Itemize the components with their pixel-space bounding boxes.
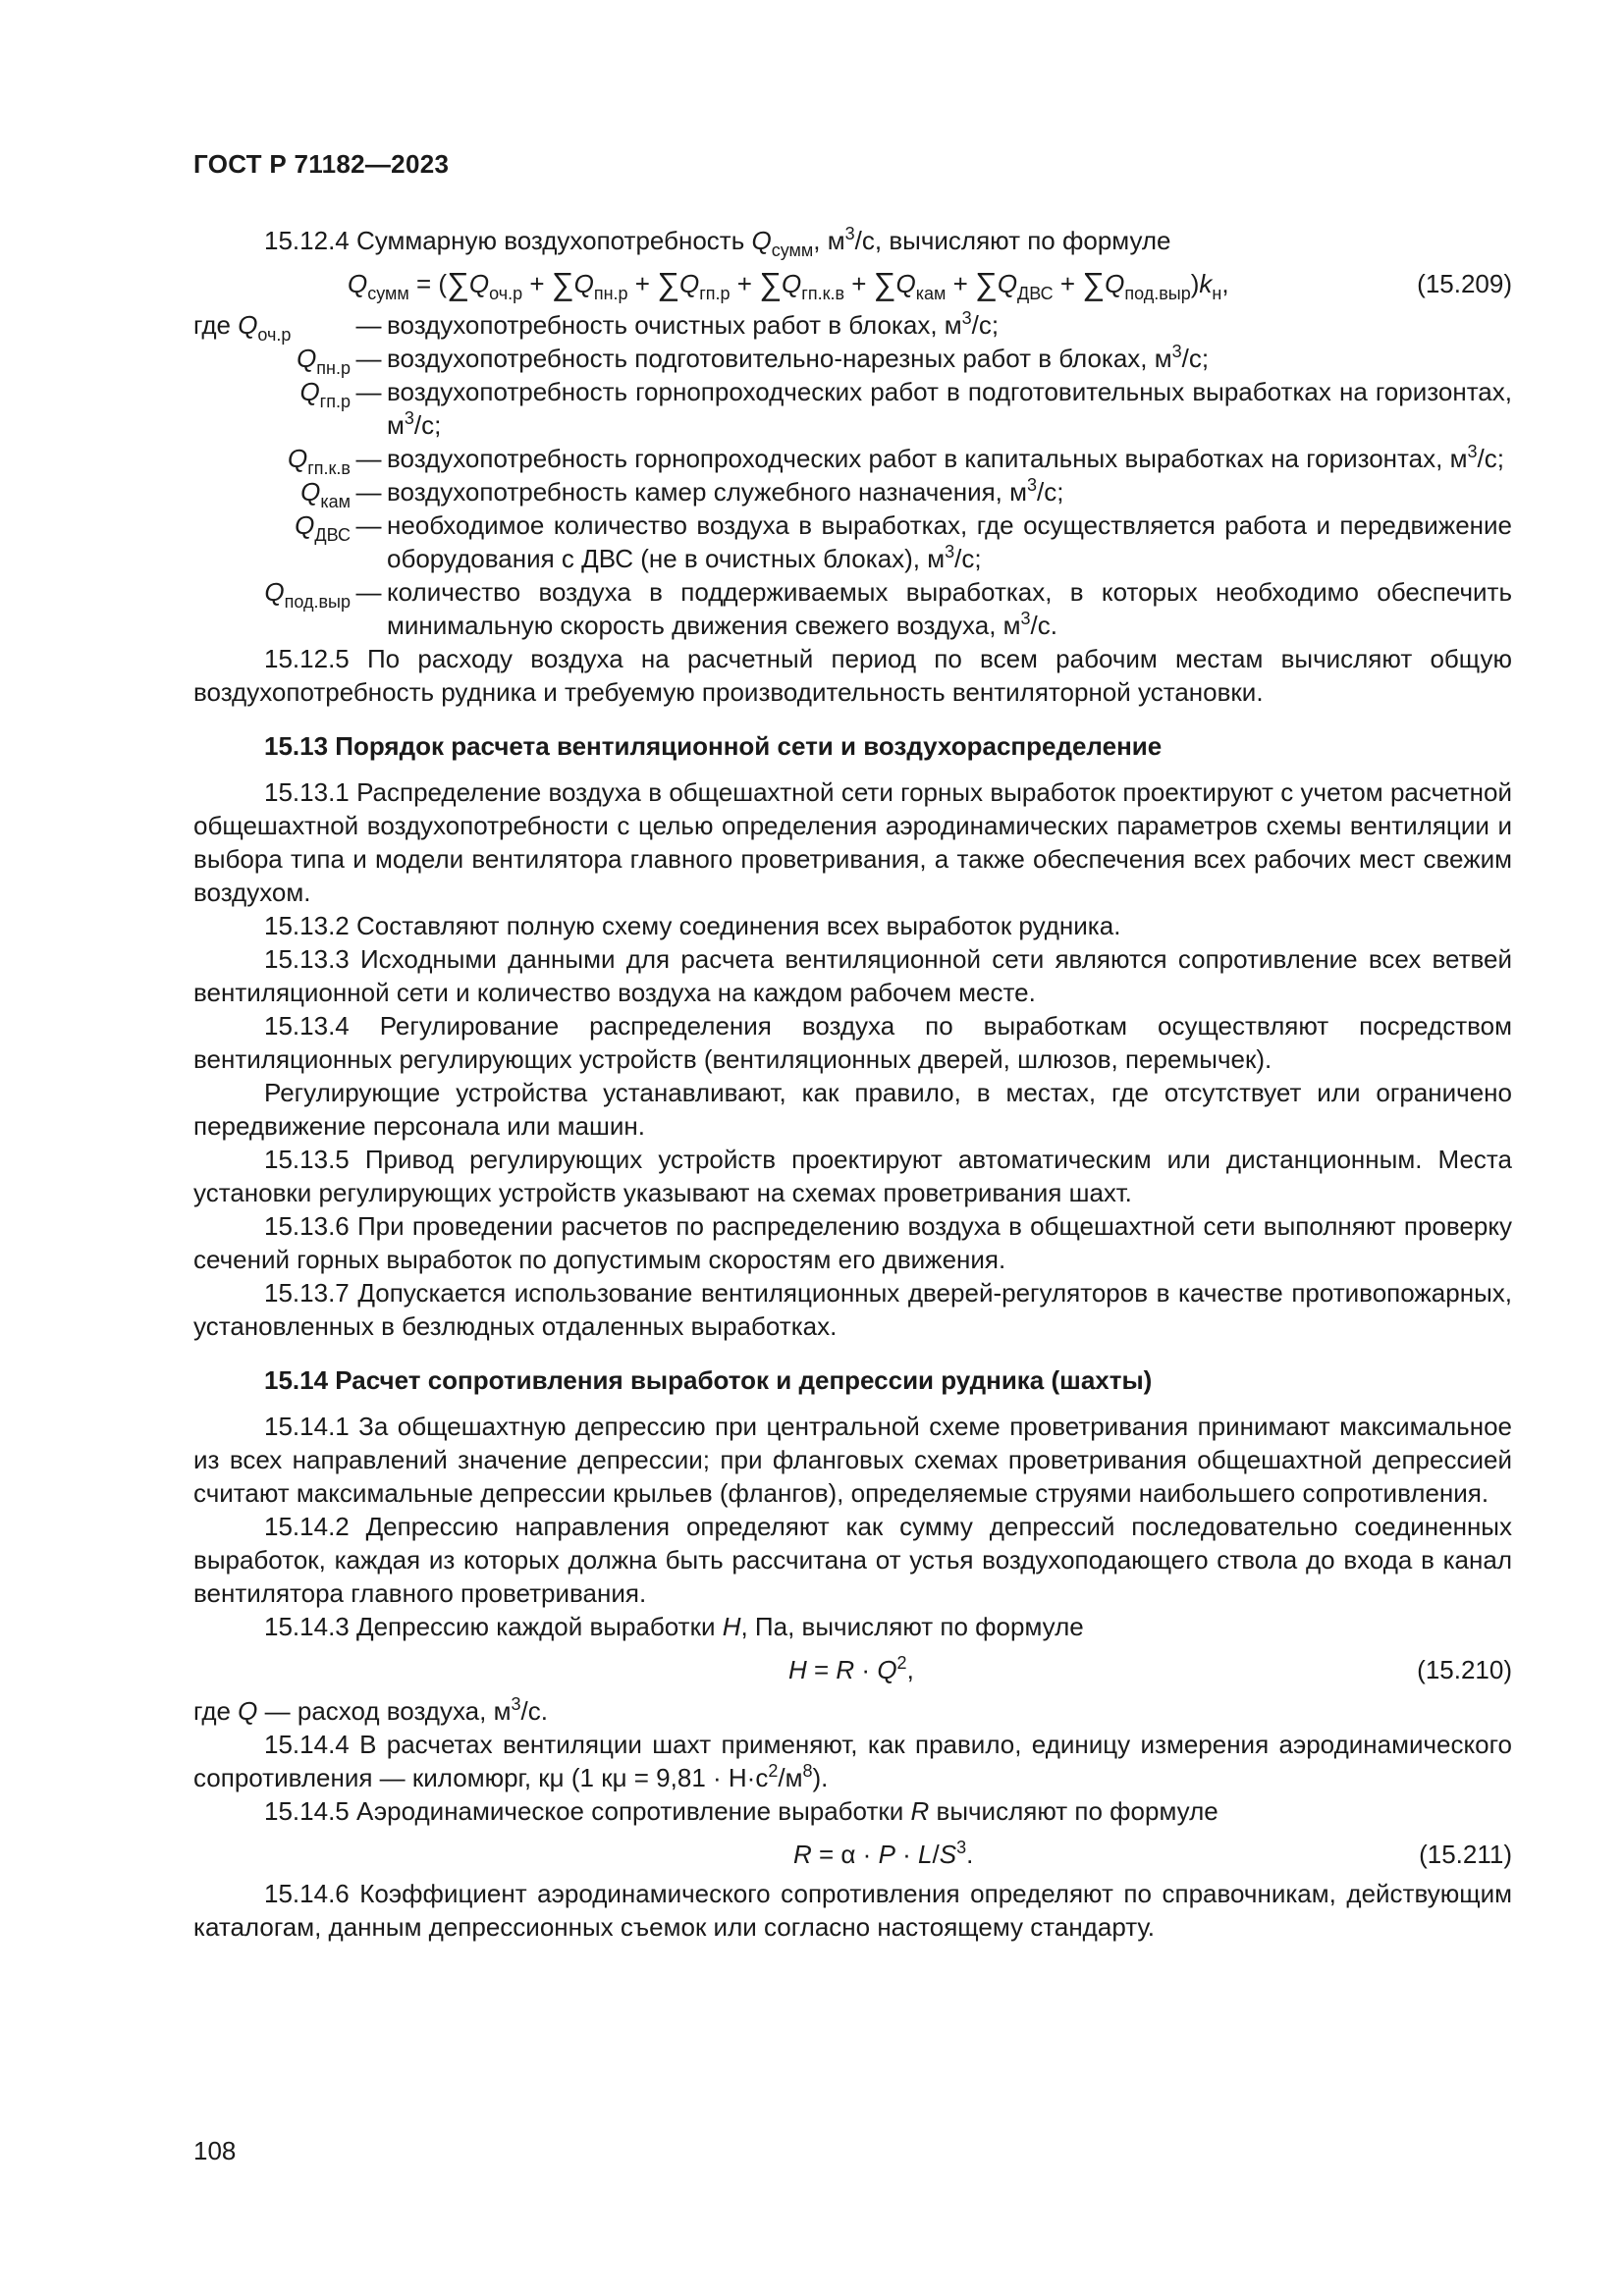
paragraph-15-14-5: 15.14.5 Аэродинамическое сопротивление выработки R вычисляют по формуле <box>264 1796 1218 1826</box>
where-item: где $Q_{оч.р}$ — воздухопотребность очистных работ в блоках, $м^3/с$; <box>193 308 1000 345</box>
paragraph-15-13-4b: Регулирующие устройства устанавливают, как правило, в местах, где отсутствует или ограничено передвижение персонала или машин. <box>193 1078 1512 1141</box>
paragraph-15-14-6: 15.14.6 Коэффициент аэродинамического сопротивления определяют по справочникам, действующим каталогам, данным депрессионных съемок или согласно настоящему стандарту. <box>193 1879 1512 1942</box>
paragraph-15-12-4: 15.12.4 Суммарную воздухопотребность $Q_{сумм}$, $м^3/с$, вычисляют по формуле <box>264 224 1171 260</box>
paragraph-15-14-4: 15.14.4 В расчетах вентиляции шахт применяют, как правило, единицу измерения аэродинамического сопротивления — киломюрг, кμ (1 $к\mu = 9,81 \cdot Н\cdot с^2/м^8$). <box>193 1730 1512 1792</box>
where-item: $Q_{кам}$ — воздухопотребность камер служебного назначения, $м^3/с$; <box>300 475 1064 511</box>
where-item: $Q_{ДВС}$ — необходимое количество воздуха в выработках, где осуществляется работа и передвижение оборудования с ДВС (не в очистных блоках), $м^3/с$; <box>295 510 1512 573</box>
where-item: $Q_{пн.р}$ — воздухопотребность подготовительно-нарезных работ в блоках, $м^3/с$; <box>297 342 1210 378</box>
where-item: $Q_{гп.к.в}$ — воздухопотребность горнопроходческих работ в капитальных выработках на горизонтах, $м^3/с$; <box>288 442 1504 478</box>
formula-number: (15.211) <box>1419 1840 1512 1869</box>
where-list <box>193 308 1512 642</box>
where-q: где Q — расход воздуха, $м^3/с$. <box>193 1694 548 1726</box>
formula-15-209 <box>193 259 1512 306</box>
paragraph-15-13-5: 15.13.5 Привод регулирующих устройств проектируют автоматическим или дистанционным. Места установки регулирующих устройств указывают на схемах проветривания шахт. <box>193 1145 1512 1207</box>
formula-expression: $R = \alpha \cdot P \cdot L/S^3$. <box>793 1838 974 1869</box>
formula-number: (15.210) <box>1417 1655 1512 1684</box>
paragraph-15-13-7: 15.13.7 Допускается использование вентиляционных дверей-регуляторов в качестве противопожарных, установленных в безлюдных отдаленных выработках. <box>193 1278 1512 1341</box>
paragraph-15-13-6: 15.13.6 При проведении расчетов по распределению воздуха в общешахтной сети выполняют проверку сечений горных выработок по допустимым скоростям его движения. <box>193 1211 1512 1274</box>
paragraph-15-13-2: 15.13.2 Составляют полную схему соединения всех выработок рудника. <box>264 911 1121 940</box>
paragraph-15-14-2: 15.14.2 Депрессию направления определяют как сумму депрессий последовательно соединенных выработок, каждая из которых должна быть рассчитана от устья воздухоподающего ствола до входа в канал вентилятора главного проветривания. <box>193 1512 1512 1608</box>
where-item: $Q_{гп.р}$ — воздухопотребность горнопроходческих работ в подготовительных выработках на горизонтах, $м^3/с$; <box>299 377 1512 440</box>
paragraph-15-13-4: 15.13.4 Регулирование распределения воздуха по выработкам осуществляют посредством вентиляционных регулирующих устройств (вентиляционных дверей, шлюзов, перемычек). <box>193 1011 1512 1074</box>
formula-15-211 <box>193 1830 1512 1877</box>
formula-15-210 <box>193 1645 1512 1694</box>
formula-expression: $Q_{сумм} = (\sum Q_{оч.р} + \sum Q_{пн.р} + \sum Q_{гп.р} + \sum Q_{гп.к.в} + \sum Q_{кам} + \sum Q_{ДВС} + \sum Q_{под.выр})k_н$, <box>348 266 1229 303</box>
where-item: $Q_{под.выр}$ — количество воздуха в поддерживаемых выработках, в которых необходимо обеспечить минимальную скорость движения свежего воздуха, $м^3/с$. <box>264 577 1512 640</box>
paragraph-15-12-5: 15.12.5 По расходу воздуха на расчетный период по всем рабочим местам вычисляют общую воздухопотребность рудника и требуемую производительность вентиляторной установки. <box>193 644 1512 707</box>
section-heading-15-13: 15.13 Порядок расчета вентиляционной сети и воздухораспределение <box>264 731 1163 761</box>
formula-expression: $H = R \cdot Q^2$, <box>788 1653 914 1684</box>
paragraph-15-13-1: 15.13.1 Распределение воздуха в общешахтной сети горных выработок проектируют с учетом расчетной общешахтной воздухопотребности с целью определения аэродинамических параметров схемы вентиляции и выбора типа и модели вентилятора главного проветривания, а также обеспечения всех рабочих мест свежим воздухом. <box>193 777 1512 907</box>
section-heading-15-14: 15.14 Расчет сопротивления выработок и депрессии рудника (шахты) <box>264 1365 1153 1395</box>
paragraph-15-13-3: 15.13.3 Исходными данными для расчета вентиляционной сети являются сопротивление всех ветвей вентиляционной сети и количество воздуха на каждом рабочем месте. <box>193 944 1512 1007</box>
paragraph-15-14-3: 15.14.3 Депрессию каждой выработки H, Па, вычисляют по формуле <box>264 1612 1084 1641</box>
document-header: ГОСТ Р 71182—2023 <box>193 149 450 179</box>
formula-number: (15.209) <box>1417 269 1512 298</box>
document-body <box>193 224 1512 1944</box>
page-number: 108 <box>193 2136 237 2165</box>
paragraph-15-14-1: 15.14.1 За общешахтную депрессию при центральной схеме проветривания принимают максимальное из всех направлений значение депрессии; при фланговых схемах проветривания общешахтной депрессией считают максимальные депрессии крыльев (флангов), определяемые струями наибольшего сопротивления. <box>193 1412 1512 1508</box>
